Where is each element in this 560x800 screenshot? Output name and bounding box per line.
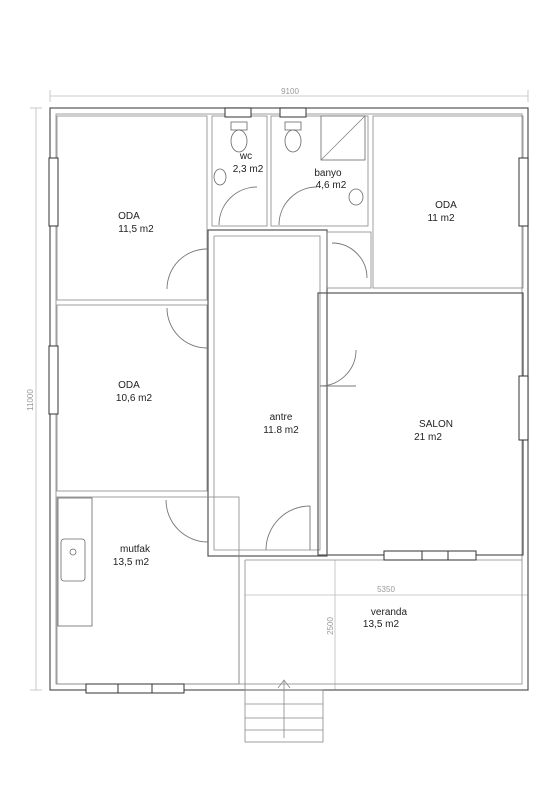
toilet-banyo-icon [285, 122, 301, 152]
veranda-name: veranda [370, 607, 408, 618]
sink-wc-icon [214, 169, 226, 185]
toilet-wc-icon [231, 122, 247, 152]
oda-w-area: 10,6 m2 [115, 393, 153, 404]
window-oda-ne [519, 158, 528, 226]
salon-name: SALON [419, 419, 453, 430]
oda-ne-name: ODA [435, 200, 457, 211]
wc-name: wc [239, 151, 253, 162]
room-antre [208, 230, 327, 556]
door-entrance [266, 506, 310, 550]
oda-nw-area: 11,5 m2 [118, 224, 154, 235]
door-wc [219, 187, 257, 225]
window-oda-w [49, 346, 58, 414]
dim-veranda-depth: 2500 [326, 617, 335, 635]
wc-area: 2,3 m2 [232, 164, 264, 175]
dim-veranda-width: 5350 [377, 585, 395, 594]
oda-w-name: ODA [118, 380, 140, 391]
salon-area: 21 m2 [414, 432, 442, 443]
door-oda-ne [332, 243, 367, 278]
veranda-area: 13,5 m2 [362, 619, 400, 630]
window-wc [225, 108, 251, 117]
oda-nw-name: ODA [118, 211, 140, 222]
room-oda-nw [57, 116, 207, 300]
dimension-lines [30, 90, 528, 690]
window-oda-nw [49, 158, 58, 226]
doors [166, 187, 367, 550]
door-oda-nw [167, 249, 207, 289]
sink-banyo-icon [349, 189, 363, 205]
kitchen-sink-icon [61, 539, 85, 581]
door-salon [320, 350, 356, 386]
window-salon-south [384, 551, 476, 560]
banyo-area: 4,6 m2 [315, 180, 347, 191]
window-banyo [280, 108, 306, 117]
antre-name: antre [269, 412, 293, 423]
window-salon [519, 376, 528, 440]
mutfak-name: mutfak [119, 544, 151, 555]
door-oda-w [167, 308, 207, 348]
door-mutfak [166, 500, 208, 542]
antre-area: 11.8 m2 [263, 425, 299, 436]
dim-total-width: 9100 [281, 87, 299, 96]
oda-ne-area: 11 m2 [427, 213, 455, 224]
shower-icon [321, 116, 365, 160]
dim-total-depth: 11000 [26, 389, 35, 411]
door-banyo [279, 187, 317, 225]
banyo-name: banyo [314, 168, 342, 179]
entrance-stairs [245, 680, 323, 742]
fixtures [58, 116, 365, 626]
mutfak-area: 13,5 m2 [112, 557, 150, 568]
window-mutfak [86, 684, 184, 693]
